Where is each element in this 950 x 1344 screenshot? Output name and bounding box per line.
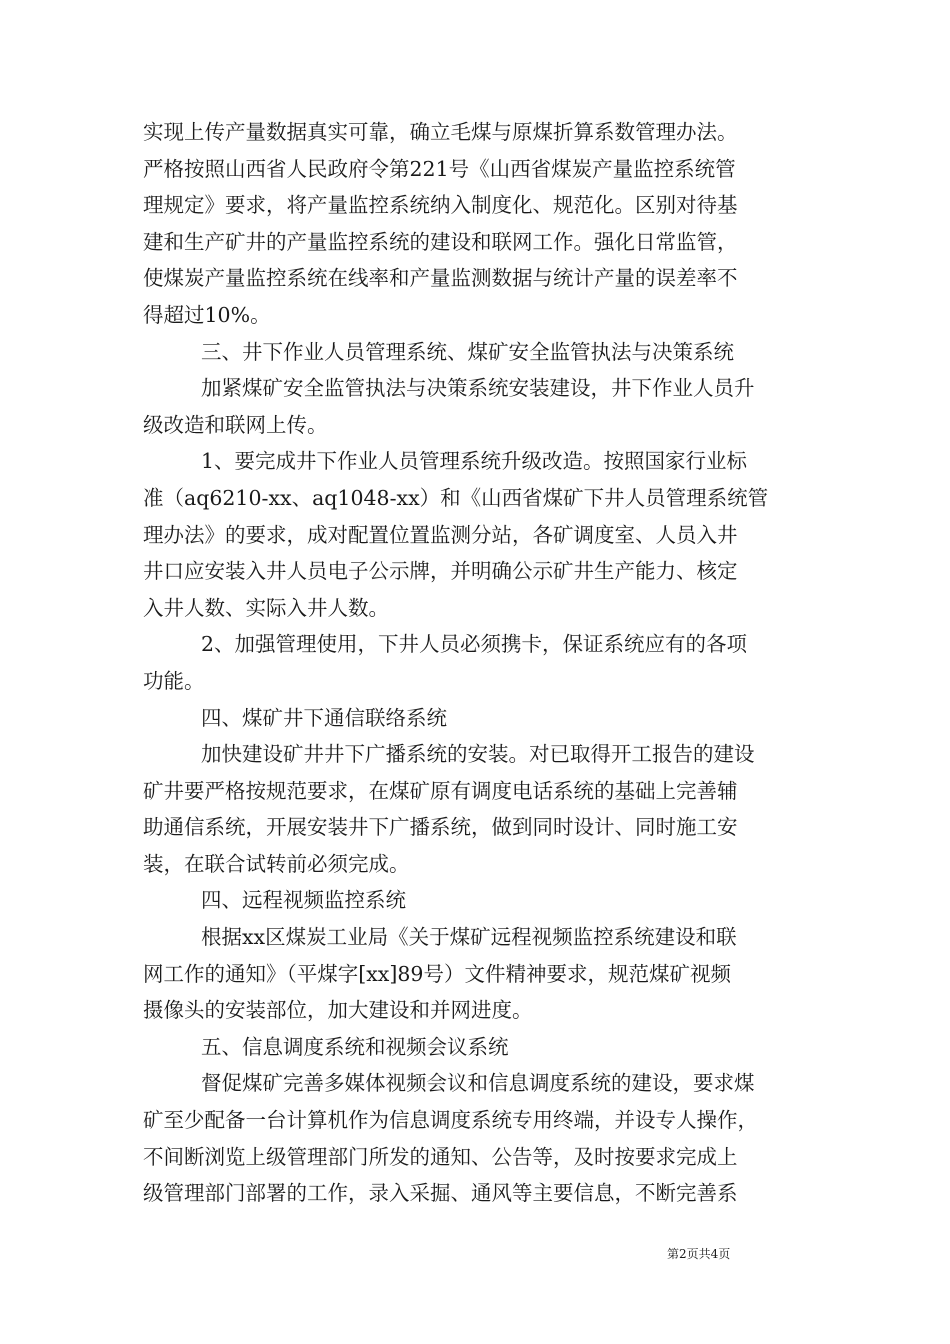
text-line: 助通信系统，开展安装井下广播系统，做到同时设计、同时施工安 (143, 815, 738, 840)
text-line: 功能。 (143, 668, 205, 693)
text-line: 1、要完成井下作业人员管理系统升级改造。按照国家行业标 (201, 449, 748, 474)
paragraph (143, 626, 811, 699)
section-heading (143, 882, 811, 919)
text-line: 不间断浏览上级管理部门所发的通知、公告等，及时按要求完成上 (143, 1144, 738, 1169)
text-line: 网工作的通知》（平煤字[xx]89号）文件精神要求，规范煤矿视频 (143, 961, 731, 986)
paragraph (143, 919, 811, 1029)
text-line: 井口应安装入井人员电子公示牌，并明确公示矿井生产能力、核定 (143, 559, 738, 584)
document-body (143, 114, 811, 1212)
text-line: 五、信息调度系统和视频会议系统 (201, 1034, 509, 1059)
text-line: 四、远程视频监控系统 (201, 888, 406, 913)
text-line: 三、井下作业人员管理系统、煤矿安全监管执法与决策系统 (201, 339, 734, 364)
paragraph (143, 1065, 811, 1211)
paragraph (143, 370, 811, 443)
text-line: 理规定》要求，将产量监控系统纳入制度化、规范化。区别对待基 (143, 193, 738, 218)
page-number: 第2页共4页 (667, 1247, 731, 1261)
text-line: 使煤炭产量监控系统在线率和产量监测数据与统计产量的误差率不 (143, 266, 738, 291)
text-line: 根据xx区煤炭工业局《关于煤矿远程视频监控系统建设和联 (201, 925, 737, 950)
text-line: 督促煤矿完善多媒体视频会议和信息调度系统的建设，要求煤 (201, 1071, 755, 1096)
text-line: 2、加强管理使用，下井人员必须携卡，保证系统应有的各项 (201, 632, 748, 657)
text-line: 入井人数、实际入井人数。 (143, 595, 389, 620)
section-heading (143, 700, 811, 737)
text-line: 严格按照山西省人民政府令第221号《山西省煤炭产量监控系统管 (143, 156, 736, 181)
text-line: 装，在联合试转前必须完成。 (143, 851, 410, 876)
text-line: 实现上传产量数据真实可靠，确立毛煤与原煤折算系数管理办法。 (143, 120, 738, 144)
text-line: 矿至少配备一台计算机作为信息调度系统专用终端，并设专人操作， (143, 1108, 758, 1133)
text-line: 摄像头的安装部位，加大建设和并网进度。 (143, 998, 533, 1023)
text-line: 准（aq6210-xx、aq1048-xx）和《山西省煤矿下井人员管理系统管 (143, 485, 769, 510)
text-line: 级改造和联网上传。 (143, 412, 328, 437)
paragraph (143, 114, 811, 334)
paragraph (143, 443, 811, 626)
text-line: 建和生产矿井的产量监控系统的建设和联网工作。强化日常监管， (143, 229, 738, 254)
text-line: 级管理部门部署的工作，录入采掘、通风等主要信息，不断完善系 (143, 1181, 738, 1206)
paragraph (143, 736, 811, 882)
section-heading (143, 334, 811, 371)
section-heading (143, 1029, 811, 1066)
text-line: 加快建设矿井井下广播系统的安装。对已取得开工报告的建设 (201, 742, 755, 767)
text-line: 四、煤矿井下通信联络系统 (201, 705, 447, 730)
text-line: 得超过10%。 (143, 302, 271, 327)
text-line: 加紧煤矿安全监管执法与决策系统安装建设，井下作业人员升 (201, 376, 755, 401)
text-line: 理办法》的要求，成对配置位置监测分站，各矿调度室、人员入井 (143, 522, 738, 547)
text-line: 矿井要严格按规范要求，在煤矿原有调度电话系统的基础上完善辅 (143, 778, 738, 803)
